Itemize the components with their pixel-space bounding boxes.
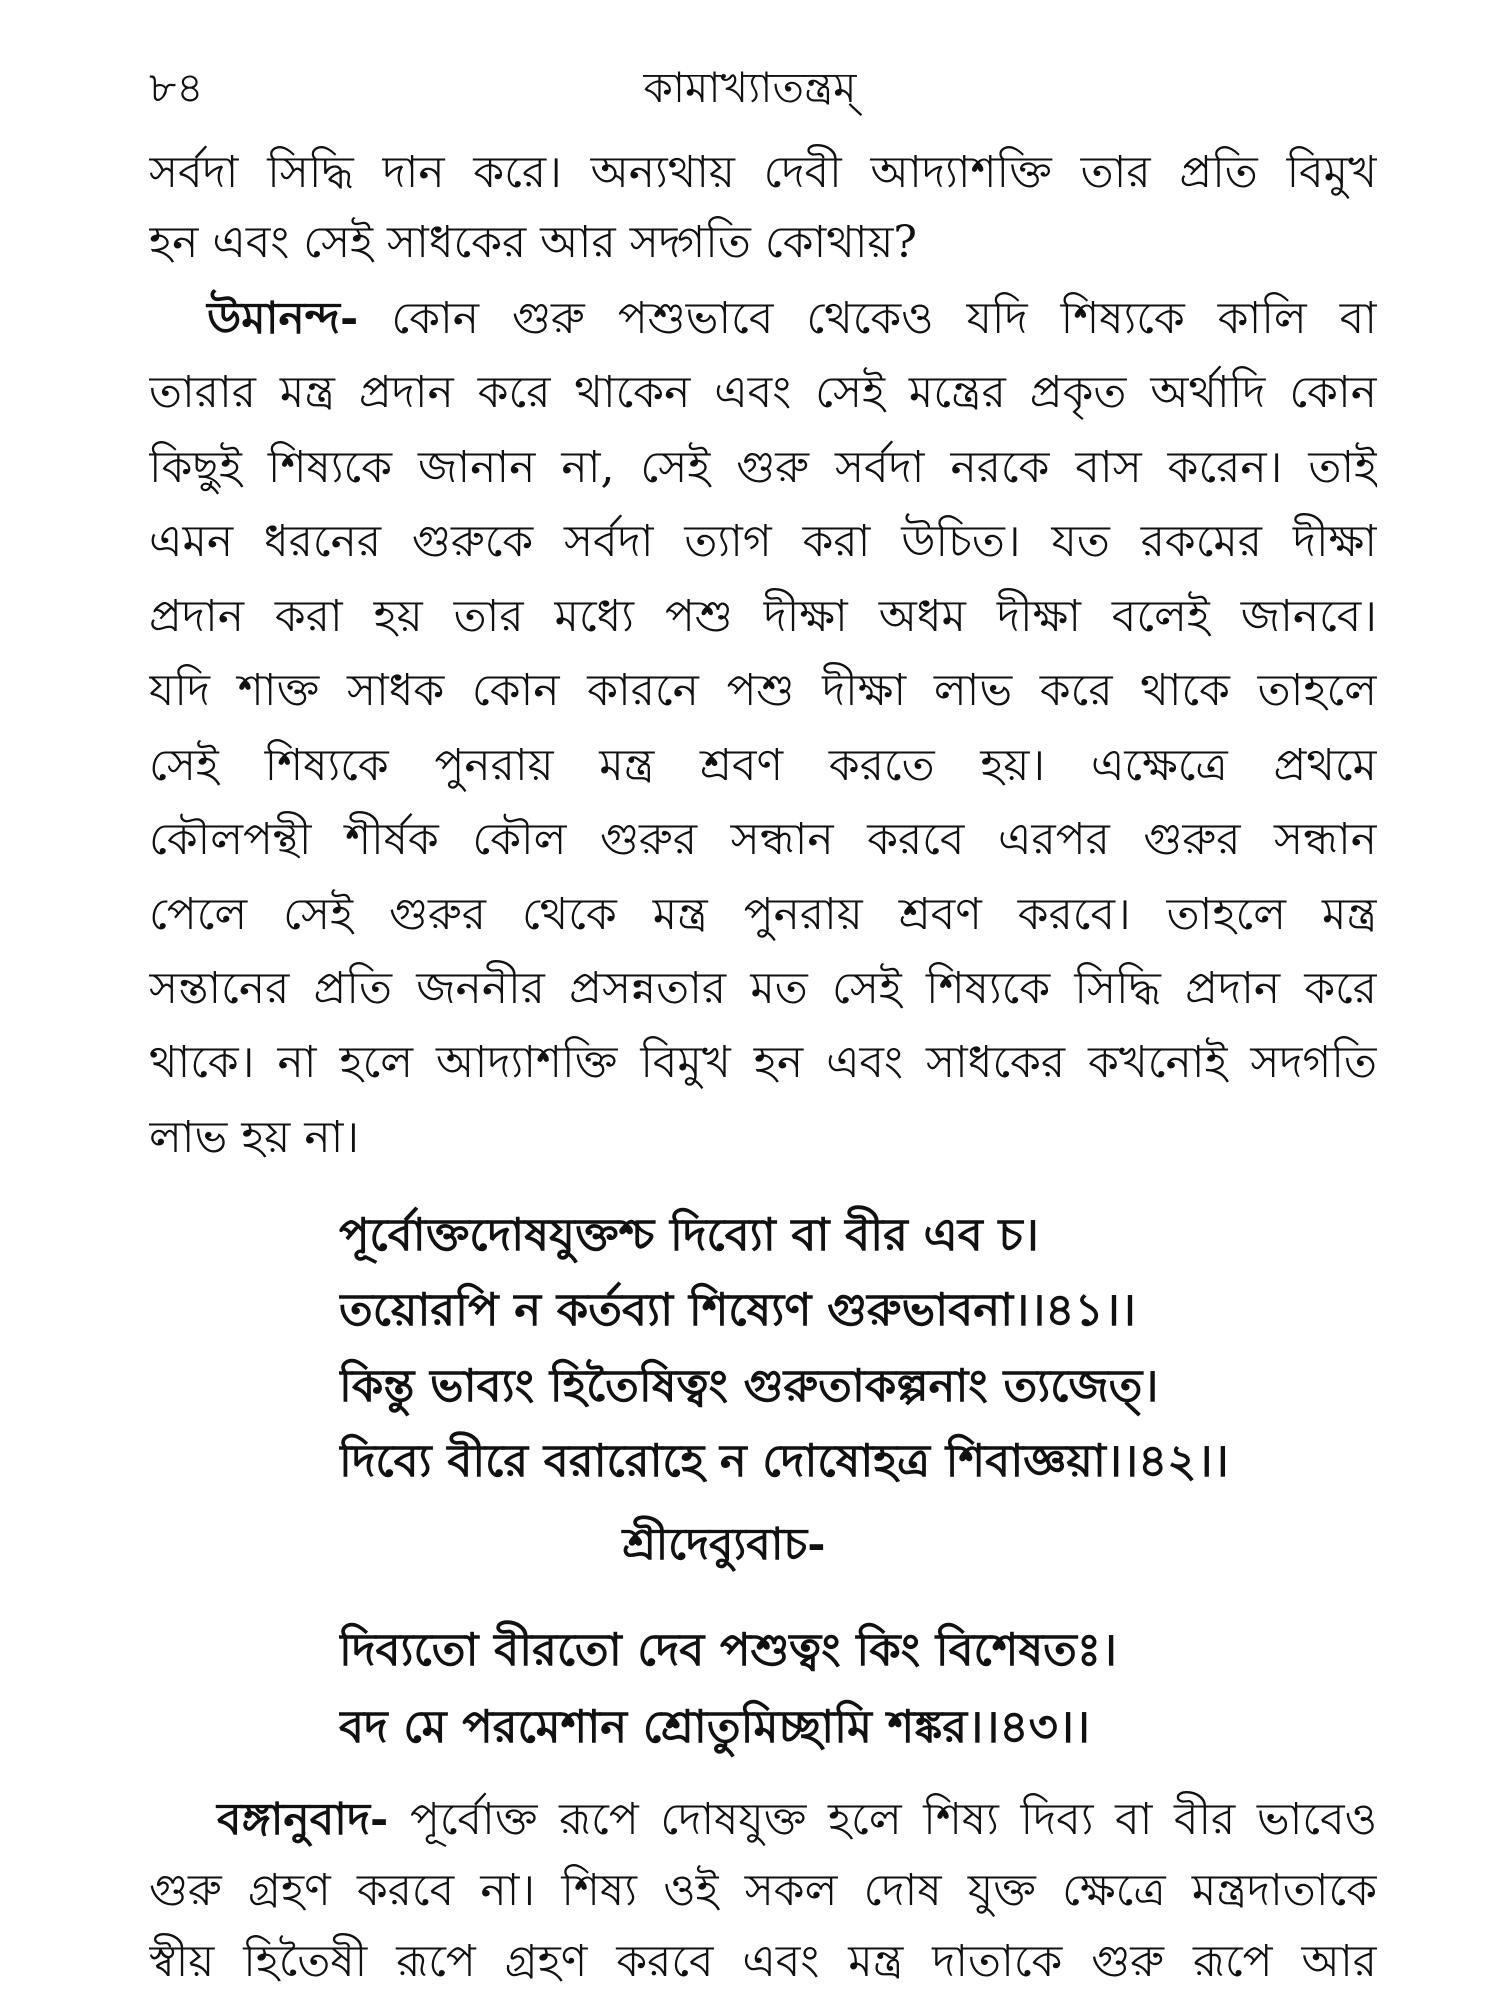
paragraph-line: যদি শাক্ত সাধক কোন কারনে পশু দীক্ষা লাভ করে থাকে তাহলে (149, 665, 1377, 717)
verse-block (339, 1611, 1439, 1765)
paragraph-line: সন্তানের প্রতি জননীর প্রসন্নতার মত সেই শিষ্যকে সিদ্ধি প্রদান করে (149, 962, 1377, 1014)
verse-line: কিন্তু ভাব্যং হিতৈষিত্বং গুরুতাকল্পনাং ত্যজেত্। (339, 1358, 1159, 1412)
paragraph-line: পেলে সেই গুরুর থেকে মন্ত্র পুনরায় শ্রবণ করবে। তাহলে মন্ত্র (149, 888, 1377, 940)
paragraph-line: সেই শিষ্যকে পুনরায় মন্ত্র শ্রবণ করতে হয়। এক্ষেত্রে প্রথমে (149, 739, 1377, 791)
paragraph-line: কিছুই শিষ্যকে জানান না, সেই গুরু সর্বদা নরকে বাস করেন। তাই (149, 441, 1377, 493)
speaker-heading: শ্রীদেব্যুবাচ- (622, 1519, 826, 1570)
page-number: ৮৪ (149, 63, 204, 112)
verse-line: পূর্বোক্তদোষযুক্তশ্চ দিব্যো বা বীর এব চ। (339, 1208, 1039, 1261)
verse-line: দিব্যতো বীরতো দেব পশুত্বং কিং বিশেষতঃ। (339, 1623, 1118, 1676)
paragraph-line: হন এবং সেই সাধকের আর সদ্গতি কোথায়? (149, 217, 918, 268)
translation-label: বঙ্গানুবাদ- (217, 1794, 389, 1845)
running-title: কামাখ্যাতন্ত্রম্ (643, 63, 857, 112)
verse-line: তয়োরপি ন কর্তব্যা শিষ্যেণ গুরুভাবনা।।৪১।। (339, 1283, 1136, 1337)
paragraph-line: গুরু গ্রহণ করবে না। শিষ্য ওই সকল দোষ যুক্ত ক্ষেত্রে মন্ত্রদাতাকে (149, 1865, 1377, 1916)
verse-line: বদ মে পরমেশান শ্রোতুমিচ্ছামি শঙ্কর।।৪৩।। (339, 1700, 1091, 1753)
verse-block (339, 1197, 1439, 1498)
paragraph-text: পূর্বোক্ত রূপে দোষযুক্ত হলে শিষ্য দিব্য বা বীর ভাবেও (409, 1794, 1377, 1845)
verse-line: দিব্যে বীরে বরারোহে ন দোষোহত্র শিবাজ্ঞয়া।।৪২।। (339, 1433, 1229, 1487)
speaker-label: উমানন্দ- (207, 293, 359, 344)
paragraph-line: সর্বদা সিদ্ধি দান করে। অন্যথায় দেবী আদ্যাশক্তি তার প্রতি বিমুখ (149, 147, 1377, 198)
paragraph-line: এমন ধরনের গুরুকে সর্বদা ত্যাগ করা উচিত। যত রকমের দীক্ষা (149, 516, 1377, 568)
paragraph-text: কোন গুরু পশুভাবে থেকেও যদি শিষ্যকে কালি বা (391, 293, 1377, 344)
paragraph-line (149, 282, 1377, 356)
continuation-paragraph (149, 138, 1377, 278)
translation-paragraph (149, 1784, 1377, 1997)
paragraph-line: তারার মন্ত্র প্রদান করে থাকেন এবং সেই মন্ত্রের প্রকৃত অর্থাদি কোন (149, 367, 1377, 419)
paragraph-line: কৌলপন্থী শীর্ষক কৌল গুরুর সন্ধান করবে এরপর গুরুর সন্ধান (149, 814, 1377, 866)
paragraph-line (149, 1784, 1377, 1855)
paragraph-line: প্রদান করা হয় তার মধ্যে পশু দীক্ষা অধম দীক্ষা বলেই জানবে। (149, 590, 1377, 642)
paragraph-line: লাভ হয় না। (149, 1111, 360, 1163)
paragraph-line: থাকে। না হলে আদ্যাশক্তি বিমুখ হন এবং সাধকের কখনোই সদগতি (149, 1037, 1377, 1089)
commentary-paragraph (149, 282, 1377, 1175)
paragraph-line: স্বীয় হিতৈষী রূপে গ্রহণ করবে এবং মন্ত্র দাতাকে গুরু রূপে আর (149, 1936, 1377, 1987)
